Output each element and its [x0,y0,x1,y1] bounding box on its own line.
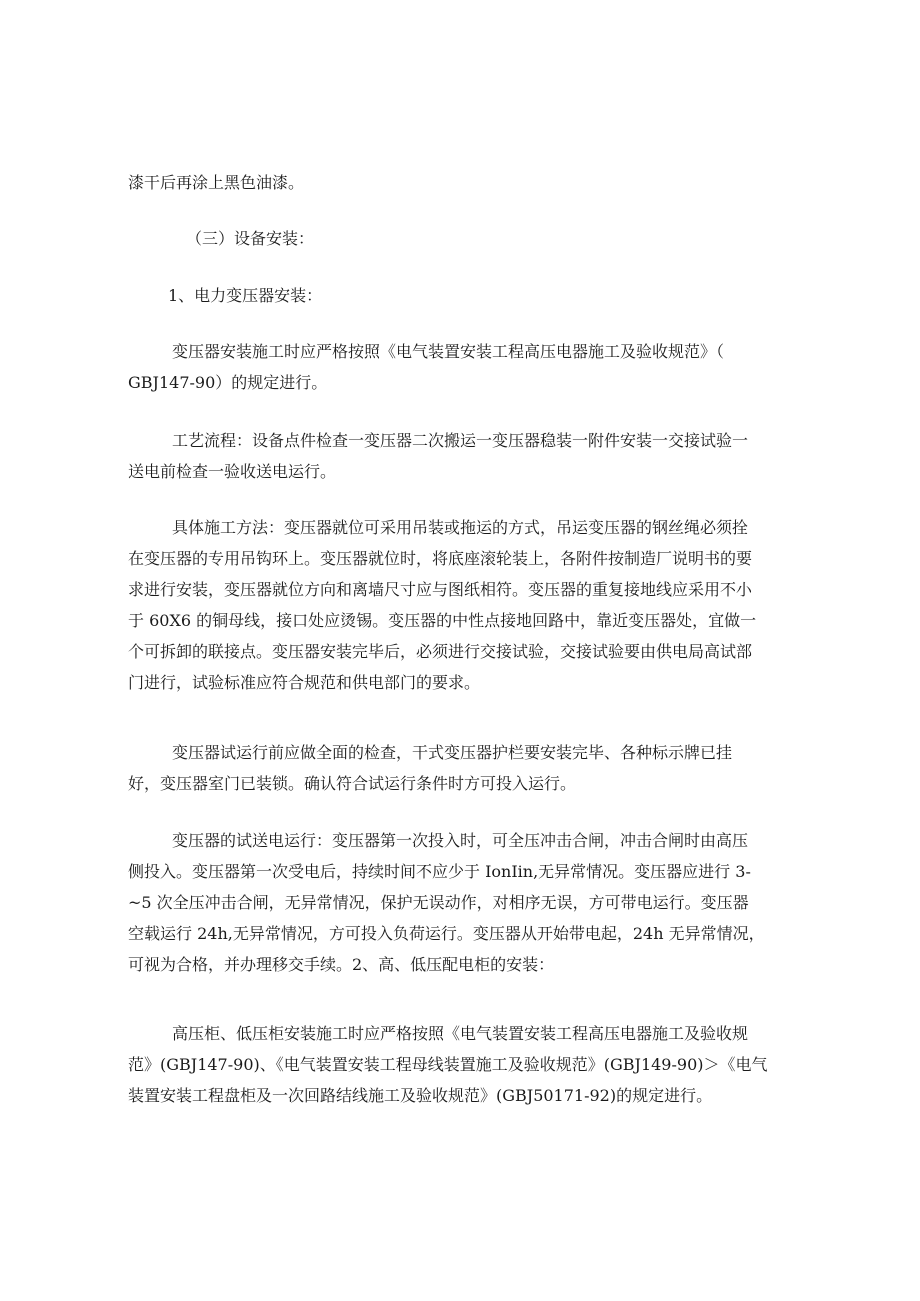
text-line: ~5 次全压冲击合闸，无异常情况，保护无误动作，对相序无误，方可带电运行。变压器 [128,893,749,912]
paragraph-trial-energize [128,825,792,980]
item-heading-transformer [168,280,832,311]
text-line: （三）设备安装： [186,229,315,248]
text-line: 1、电力变压器安装： [168,286,323,305]
paragraph-transformer-install [128,336,792,398]
paragraph-construction-method [128,512,792,698]
text-line: 侧投入。变压器第一次受电后，持续时间不应少于 IonIin,无异常情况。变压器应进行 3- [128,862,751,881]
paragraph-cabinet-install [128,1018,792,1111]
text-line: 空载运行 24h,无异常情况，方可投入负荷运行。变压器从开始带电起，24h 无异常情况， [128,924,765,943]
text-line: 装置安装工程盘柜及一次回路结线施工及验收规范》(GBJ50171-92)的规定进行。 [128,1086,713,1105]
paragraph-process-flow [128,425,792,487]
text-line: 于 60X6 的铜母线，接口处应烫锡。变压器的中性点接地回路中，靠近变压器处，宜做一 [128,611,757,630]
text-line: 个可拆卸的联接点。变压器安装完毕后，必须进行交接试验，交接试验要由供电局高试部 [128,642,753,661]
text-line: 送电前检查一验收送电运行。 [128,462,337,481]
paragraph-pre-run-check [128,737,792,799]
text-line: 可视为合格，并办理移交手续。2、高、低压配电柜的安装： [128,955,555,974]
text-line: GBJ147-90）的规定进行。 [128,373,328,392]
section-heading-equipment-install [186,223,850,254]
text-line: 变压器安装施工时应严格按照《电气装置安装工程高压电器施工及验收规范》（ [172,342,725,361]
text-line: 具体施工方法：变压器就位可采用吊装或拖运的方式，吊运变压器的钢丝绳必须拴 [172,518,749,537]
text-line: 工艺流程：设备点件检查一变压器二次搬运一变压器稳装一附件安装一交接试验一 [172,431,749,450]
text-line: 范》(GBJ147-90)、《电气装置安装工程母线装置施工及验收规范》(GBJ149-90)＞《电气 [128,1055,768,1074]
text-line: 在变压器的专用吊钩环上。变压器就位时，将底座滚轮装上，各附件按制造厂说明书的要 [128,549,753,568]
text-line: 门进行，试验标准应符合规范和供电部门的要求。 [128,673,481,692]
text-line: 漆干后再涂上黑色油漆。 [128,173,305,192]
text-line: 变压器的试送电运行：变压器第一次投入时，可全压冲击合闸，冲击合闸时由高压 [172,831,749,850]
text-line: 好，变压器室门已装锁。确认符合试运行条件时方可投入运行。 [128,774,577,793]
text-line: 高压柜、低压柜安装施工时应严格按照《电气装置安装工程高压电器施工及验收规 [172,1024,749,1043]
text-line: 变压器试运行前应做全面的检查，干式变压器护栏要安装完毕、各种标示牌已挂 [172,743,733,762]
text-line: 求进行安装，变压器就位方向和离墙尺寸应与图纸相符。变压器的重复接地线应采用不小 [128,580,753,599]
paragraph-paint [128,167,792,198]
